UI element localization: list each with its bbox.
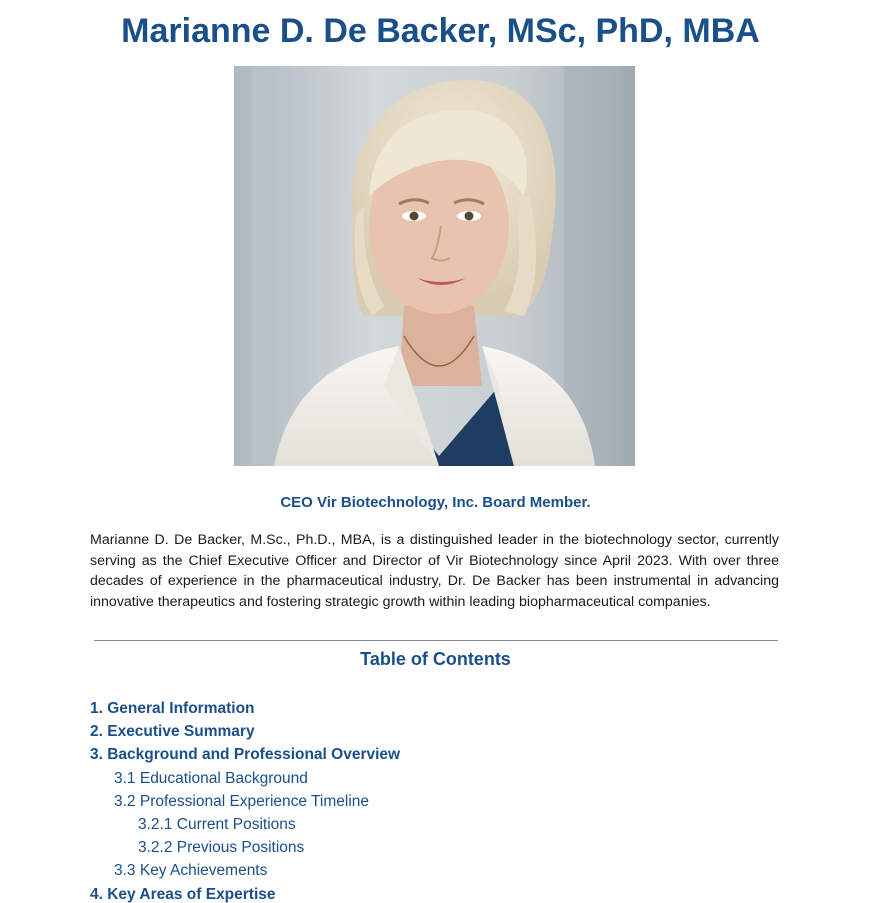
table-of-contents [90, 699, 400, 903]
toc-item-experience-timeline[interactable]: 3.2 Professional Experience Timeline [114, 792, 370, 810]
toc-item-key-achievements[interactable]: 3.3 Key Achievements [114, 862, 268, 880]
toc-title: Table of Contents [360, 649, 511, 669]
toc-item-previous-positions[interactable]: 3.2.2 Previous Positions [138, 839, 305, 857]
toc-item-educational-background[interactable]: 3.1 Educational Background [114, 769, 308, 787]
subtitle: CEO Vir Biotechnology, Inc. Board Member. [280, 494, 591, 511]
toc-item-executive-summary[interactable]: 2. Executive Summary [90, 723, 255, 741]
toc-item-background-overview[interactable]: 3. Background and Professional Overview [90, 746, 401, 764]
bio-paragraph: Marianne D. De Backer, M.Sc., Ph.D., MBA, is a distinguished leader in the biotechnology sector, currently serving as the Chief Executive Officer and Director of Vir Biotechnology since April 2023. With over three decades of experience in the pharmaceutical industry, Dr. De Backer has been instrumental in advancing innovative therapeutics and fostering strategic growth within leading biopharmaceutical companies. [90, 532, 779, 610]
section-divider [94, 640, 778, 641]
toc-item-key-areas-expertise[interactable]: 4. Key Areas of Expertise [90, 885, 276, 903]
toc-item-current-positions[interactable]: 3.2.1 Current Positions [138, 815, 296, 833]
portrait-photo [234, 66, 635, 466]
toc-item-general-information[interactable]: 1. General Information [90, 700, 255, 717]
page-title: Marianne D. De Backer, MSc, PhD, MBA [121, 12, 760, 50]
portrait-illustration [234, 66, 635, 466]
